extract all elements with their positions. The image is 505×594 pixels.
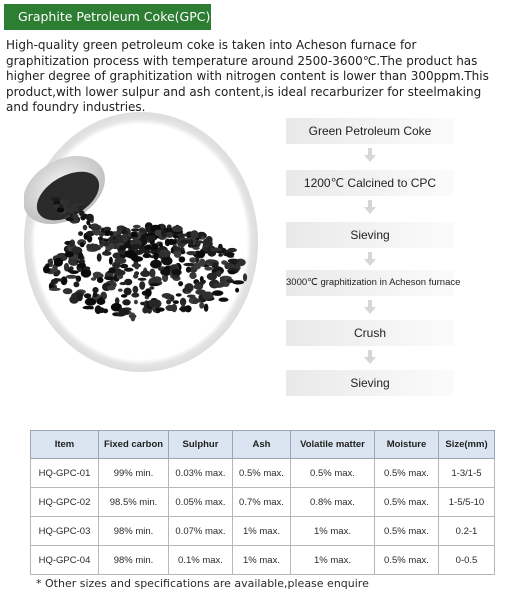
table-header-row xyxy=(31,431,495,459)
product-photo xyxy=(24,112,258,372)
column-header: Item xyxy=(31,431,99,459)
coke-pile-image xyxy=(24,112,258,372)
table-cell: 1% max. xyxy=(233,517,291,546)
column-header: Fixed carbon xyxy=(99,431,169,459)
table-cell: 1-3/1-5 xyxy=(439,459,495,488)
table-cell: 0.5% max. xyxy=(375,517,439,546)
table-cell: 0.5% max. xyxy=(375,546,439,575)
arrow-down-icon xyxy=(364,252,376,266)
column-header: Volatile matter xyxy=(291,431,375,459)
table-cell: 0.5% max. xyxy=(375,488,439,517)
column-header: Ash xyxy=(233,431,291,459)
table-row xyxy=(31,488,495,517)
table-cell: 0.5% max. xyxy=(375,459,439,488)
table-cell: 0.5% max. xyxy=(233,459,291,488)
section-title-text: Graphite Petroleum Coke(GPC) xyxy=(18,9,211,24)
process-step-sieving: Sieving xyxy=(286,222,454,248)
arrow-down-icon xyxy=(364,300,376,314)
table-cell: 98% min. xyxy=(99,517,169,546)
table-cell: 0.7% max. xyxy=(233,488,291,517)
arrow-down-icon xyxy=(364,200,376,214)
table-cell: 99% min. xyxy=(99,459,169,488)
process-step-green-coke: Green Petroleum Coke xyxy=(286,118,454,144)
table-row xyxy=(31,459,495,488)
table-cell: 1% max. xyxy=(291,546,375,575)
arrow-down-icon xyxy=(364,350,376,364)
table-cell: 0.1% max. xyxy=(169,546,233,575)
column-header: Moisture xyxy=(375,431,439,459)
column-header: Sulphur xyxy=(169,431,233,459)
specification-table xyxy=(30,430,495,575)
table-cell: 98% min. xyxy=(99,546,169,575)
table-cell: 1-5/5-10 xyxy=(439,488,495,517)
table-cell: 0.07% max. xyxy=(169,517,233,546)
table-cell: 0.8% max. xyxy=(291,488,375,517)
section-title xyxy=(4,4,211,30)
table-row xyxy=(31,517,495,546)
table-cell: 1% max. xyxy=(233,546,291,575)
footnote: * Other sizes and specifications are available,please enquire xyxy=(36,577,369,590)
table-cell: 1% max. xyxy=(291,517,375,546)
table-cell: 98.5% min. xyxy=(99,488,169,517)
process-step-calcined: 1200℃ Calcined to CPC xyxy=(286,170,454,196)
product-description: High-quality green petroleum coke is taken into Acheson furnace for graphitization process with temperature around 2500-3600℃.The product has higher degree of graphitization with nitrogen content is lower than 300ppm.This product,with lower sulpur and ash content,is ideal recarburizer for steelmaking and foundry industries. xyxy=(6,38,489,114)
table-cell: 0.5% max. xyxy=(291,459,375,488)
process-step-sieving-final: Sieving xyxy=(286,370,454,396)
column-header: Size(mm) xyxy=(439,431,495,459)
table-cell: 0.03% max. xyxy=(169,459,233,488)
table-cell: 0.05% max. xyxy=(169,488,233,517)
table-cell: HQ-GPC-03 xyxy=(31,517,99,546)
table-cell: 0.2-1 xyxy=(439,517,495,546)
process-step-graphitization: 3000℃ graphitization in Acheson furnace xyxy=(286,270,454,296)
table-cell: HQ-GPC-04 xyxy=(31,546,99,575)
table-cell: HQ-GPC-02 xyxy=(31,488,99,517)
table-cell: HQ-GPC-01 xyxy=(31,459,99,488)
process-step-crush: Crush xyxy=(286,320,454,346)
arrow-down-icon xyxy=(364,148,376,162)
table-row xyxy=(31,546,495,575)
table-cell: 0-0.5 xyxy=(439,546,495,575)
